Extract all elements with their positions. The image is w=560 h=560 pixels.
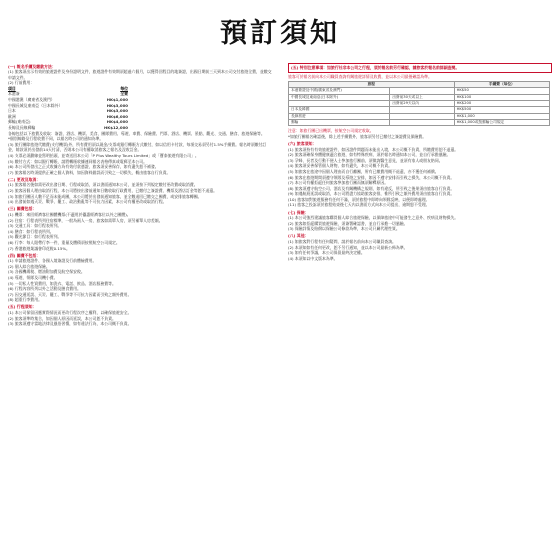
- paragraph: (7) 香港旅遊業議會印花稅0.15%。: [8, 245, 70, 251]
- paragraph: (1) 本公司保留因應實際情況而更改行程次序之權利，以確保旅遊安全。: [8, 310, 132, 316]
- paragraph: *個別線路及行程收費不同，以報名時公司的通知為準。: [8, 136, 104, 142]
- left-column: [8, 62, 272, 560]
- fee-table-cell-route: 中國長城及東南亞(日本除外): [289, 94, 390, 100]
- section-heading: (八) 其他：: [288, 233, 309, 239]
- paragraph: (1) 旅客須持有有效旅遊證件，如因證件問題而未能出入境，本公司概不負責，所繳費用恕不退還。: [288, 146, 459, 152]
- fee-table-cell-fee: HK$100: [454, 94, 549, 100]
- section-heading: (七) 保險：: [288, 209, 309, 215]
- fee-table-cell-fee: HK$500: [454, 107, 549, 113]
- paragraph: (8) 超重行李費用。: [8, 297, 42, 303]
- section-heading: (一) 報名手續及繳款方法：: [8, 63, 56, 69]
- fee-table-cell-route: 日本及韓國: [289, 107, 390, 113]
- fee-table-cell-fee: HK$200: [454, 101, 549, 107]
- fee-table-cell-fee: HK$1,000: [454, 113, 549, 119]
- paragraph: (6) 行李：每人限帶行李一件，重量及體積須按照航空公司規定。: [8, 239, 120, 245]
- paragraph: (6) 旅客在旅遊期間須遵守領隊及導遊之安排，如因不遵守安排而引致之損失，本公司概不負責。: [288, 174, 455, 180]
- section-heading: (三) 團費包括：: [8, 206, 37, 212]
- section-heading: (二) 更改及取消：: [8, 176, 41, 182]
- paragraph: (8) 旅客須遵守航空公司、酒店及有關機構之規則，如有違反，所引致之後果須由旅客自行負責。: [288, 185, 455, 191]
- fee-name: 長線及長線郵輪: [8, 125, 36, 131]
- fee-amount: HK$3,000: [106, 108, 128, 114]
- fee-name: 中國港澳（廣東省及澳門）: [8, 97, 55, 103]
- fee-amount: HK$4,000: [106, 119, 128, 125]
- paragraph: (7) 本公司有權拒絕任何旅客參加旅行團而無須解釋原因。: [288, 180, 389, 186]
- fee-amount: 全費: [120, 91, 128, 97]
- paragraph: *如旅行團報名確認後，除上述手續費外，旅客須另付已繳付之簽證費及保險費。: [288, 133, 427, 139]
- paragraph: (2) 行前費用：: [8, 80, 35, 86]
- right-column: [288, 62, 552, 560]
- fee-table-cell-fee: HK$50: [454, 88, 549, 94]
- fee-table-cell-route: 郵輪: [289, 119, 390, 125]
- table-note: 注意：如旅行團已出機票，按航空公司規定收取。: [288, 128, 374, 134]
- section-heading: (四) 團費不包括：: [8, 252, 41, 258]
- paragraph: (3) 旅客須遵守當地法律及風俗習慣，如有違法行為，本公司概不負責。: [8, 321, 132, 327]
- paragraph: (2) 旅客須確保身體健康適合旅遊，如有特殊疾病，須於報名時通知本公司，並自行承擔風險。: [288, 152, 451, 158]
- fee-table-cell-route: 長線旅遊: [289, 113, 390, 119]
- paragraph: (3) 孕婦、長者及行動不便人士參加旅行團前，須徵詢醫生意見，並須有家人或朋友陪同。: [288, 157, 443, 163]
- fee-table-row: [289, 119, 550, 125]
- paragraph: (1) 旅客報名後如需更改出發日期、行程或取消，須以書面通知本公司，並須按下列規定繳付更改費或取消費。: [8, 182, 198, 188]
- fee-amount: HK$6,000: [106, 113, 128, 119]
- paragraph: (2) 住宿：行程表所列住宿標準，一般為兩人一房，旅客如需單人房，須另補單人房差額。: [8, 217, 163, 223]
- paragraph: (2) 旅客如拒絕購買旅遊保險，須簽署確認書，並自行承擔一切風險。: [288, 220, 408, 226]
- paragraph: (6) 本公司所發出之正式收據方為有效付款憑證，旅客須妥善保存，如有遺失恕不補發。: [8, 164, 159, 170]
- fee-table-header-fee: 手續費（每位）: [454, 82, 549, 88]
- fee-table: [288, 81, 550, 126]
- section-heading: (五) 行程須知：: [8, 304, 37, 310]
- fee-table-cell-route: 本港簽證及中國(廣東省及澳門): [289, 88, 390, 94]
- paragraph: (9) 如遇航班延誤或取消，本公司將盡力協助旅客安排，惟所引致之額外費用須由旅客自行負責。: [288, 191, 455, 197]
- fee-table-cell-day: 出發前29天以內: [390, 101, 454, 107]
- paragraph: (2) 旅客因個人理由取消行程，本公司將按出發前通知日數收取行政費用，已繳付之簽證費、機票及酒店訂金等恕不退還。: [8, 188, 218, 194]
- paragraph: (1) 旅客須出示有效的旅遊證件及身份證明文件，旅遊證件有效期須超過六個月，以獲得回程目的地簽證，出國日期前三天到本公司交付旅遊全費，並繳交申請文件。: [8, 69, 272, 80]
- fee-table-cell-fee: HK$1,000或按郵輪公司規定: [454, 119, 549, 125]
- paragraph: (6) 行程內容所列以外之活動及膳食費用。: [8, 286, 81, 292]
- paragraph: (4) 旅客須妥善保管個人財物，如有遺失，本公司概不負責。: [288, 163, 393, 169]
- fee-table-cell-day: 出發前30天或以上: [390, 94, 454, 100]
- paragraph: (11) 旅客之投訴須於旅程結束後七天內以書面方式向本公司提出，逾期恕不受理。: [288, 202, 430, 208]
- paragraph: (4) 導遊、領隊及司機小費。: [8, 274, 58, 280]
- paragraph: (1) 申請旅遊證件、各國入境簽證及行前體檢費用。: [8, 258, 97, 264]
- fee-name: 本港簽: [8, 91, 20, 97]
- fee-amount: HK$3,000: [106, 102, 128, 108]
- fee-amount: HK$1,000: [106, 97, 128, 103]
- fee-row: [8, 125, 128, 131]
- paragraph: (1) 機票：來回經濟客位團體機票(不適用於優惠經濟客位以外之團體)。: [8, 211, 131, 217]
- fee-name: 日本: [8, 108, 16, 114]
- paragraph: (4) 本須知以中文版本為準。: [288, 255, 338, 261]
- paragraph: (5) 一切私人性質費用，如洗衣、電話、飲品、酒店服務費等。: [8, 280, 116, 286]
- paragraph: (3) 保險詳情及賠償以保險公司條款為準，本公司只屬代理性質。: [288, 226, 400, 232]
- paragraph: (5) 繳付方式：如以銀行轉賬，請將轉賬收據連同報名表格傳真或電郵至本公司。: [8, 158, 148, 164]
- fee-table-header-route: 旅程: [289, 82, 455, 88]
- notice-line: 旅客可於報名前向本公司職員查詢有關旅遊詳情及收費，並以本公司最後確認為準。: [288, 73, 432, 79]
- fee-name: 中國長城及東南亞（日本除外）: [8, 102, 63, 108]
- paragraph: (3) 旅行團除旅遊代繳費(支付機票)外，所有費用須以現金/支票或銀行轉賬方式繳付，如以信用卡付款，每項交易須另付1.5%手續費。報名時須繳付訂金，餘款須於出發前14天付清，否則本公司有權取消旅客之報名及沒收訂金。: [8, 141, 267, 153]
- paragraph: (7) 因交通延誤、天災、罷工、戰爭等不可抗力因素而引致之額外費用。: [8, 291, 132, 297]
- fee-name: 郵輪(東南亞): [8, 119, 31, 125]
- left-intro: [8, 64, 272, 86]
- paragraph: (5) 觀光節目：如行程表所列。: [8, 234, 62, 240]
- left-body: [8, 131, 272, 327]
- section-heading: (六) 旅客須知：: [288, 140, 317, 146]
- paragraph: (3) 如旅行團因人數不足而未能成團，本公司將於出發前通知旅客，並全數退回已繳交之團費，或安排旅客轉團。: [8, 193, 202, 199]
- paragraph: (4) 膳食：如行程表所列。: [8, 228, 54, 234]
- paragraph: (7) 旅客報名時須提供正確之個人資料，如因資料錯誤而引致之一切損失，概由旅客自行負責。: [8, 169, 171, 175]
- paragraph: (1) 本公司強烈建議旅客購買個人綜合旅遊保險，以保障旅途中可能發生之意外、疾病及財物損失。: [288, 215, 459, 221]
- paragraph: (2) 本須知如有任何更改，恕不另行通知，並以本公司最新公佈為準。: [288, 244, 408, 250]
- paragraph: (3) 交通工具：如行程表所列。: [8, 223, 62, 229]
- paragraph: (4) 出發前如遇天災、戰爭、罷工、政治動亂等不可抗力因素，本公司有權更改或取消行程。: [8, 199, 167, 205]
- paragraph: (1) 如旅客對行程有任何疑問，請於報名前向本公司職員查詢。: [288, 239, 396, 245]
- paragraph: (3) 如有任何爭議，本公司保留最終決定權。: [288, 250, 365, 256]
- paragraph: (2) 旅客須準時集合，如因個人原因而延誤，本公司恕不負責。: [8, 315, 116, 321]
- paragraph: 各線包括以下旅費及收取：簽證、酒店、機票、美食、團隊費用、導遊、車費、保險費、門票、酒店、機票、景點、觀光、交通、膳食、旅遊保險等。: [8, 130, 265, 136]
- fee-list: [8, 86, 272, 131]
- paragraph: (10) 旅客如對旅遊服務有任何不滿，須於旅程中即時向領隊反映，以便即時處理。: [288, 196, 430, 202]
- paragraph: (5) 如旅客在旅途中因個人理由而自行離團，所有已繳費用概不退還，亦不獲任何補償。: [288, 168, 439, 174]
- fee-header-amount: 每位: [120, 85, 128, 91]
- fee-name: 歐洲: [8, 113, 16, 119]
- fee-header-item: 項目: [8, 85, 16, 91]
- paragraph: (4) 支票必須劃線並寫明抬頭，並寄送回本公司「P Plus Wealthy Tours Limited」或「寶泰旅遊有限公司」。: [8, 153, 199, 158]
- paragraph: (3) 各國機場稅、燃油附加費及航空保安稅。: [8, 269, 85, 275]
- right-body: [288, 134, 552, 262]
- notice-box: (五) 特別注意事項：如旅行社非本公司之行程，須於報名前另行確認，請旅客於報名前詳細查閱。: [288, 63, 552, 73]
- page-title: 預訂須知: [220, 18, 340, 49]
- fee-amount: HK$12,000: [104, 125, 128, 131]
- paragraph: (2) 個人綜合旅遊保險。: [8, 263, 50, 269]
- fee-table-cell-day: [390, 119, 454, 125]
